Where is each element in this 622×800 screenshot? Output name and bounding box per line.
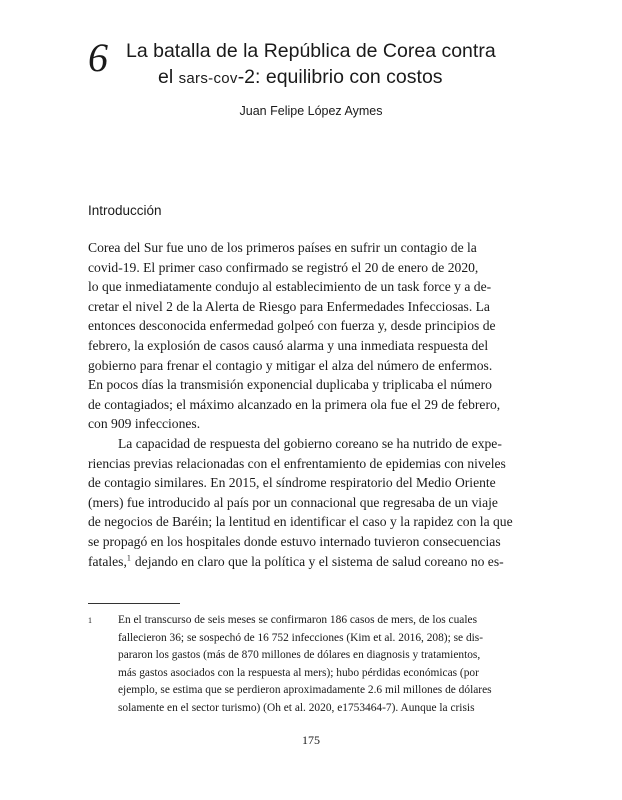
text-line: covid-19. El primer caso confirmado se registró el 20 de enero de 2020, [88,259,479,275]
text-line: Corea del Sur fue uno de los primeros países en sufrir un contagio de la [88,240,477,255]
chapter-title-suffix: -2: equilibrio con costos [237,66,443,88]
footnote-divider [88,603,180,604]
text-line: La capacidad de respuesta del gobierno coreano se ha nutrido de expe- [118,435,502,451]
text-fragment: dejando en claro que la política y el sistema de salud coreano no es- [134,553,504,569]
footnote-line: más gastos asociados con la respuesta al mers); hubo pérdidas económicas (por [118,666,479,679]
section-heading: Introducción [88,203,162,218]
text-line: se propagó en los hospitales donde estuvo internado tuvieron consecuencias [88,533,501,549]
chapter-author: Juan Felipe López Aymes [239,104,383,118]
paragraph-2 [88,434,532,571]
footnote-line: fallecieron 36; se sospechó de 16 752 infecciones (Kim et al. 2016, 208); se dis- [118,631,484,644]
text-line: cretar el nivel 2 de la Alerta de Riesgo para Enfermedades Infecciosas. La [88,298,490,314]
body-text [88,238,532,571]
text-line: con 909 infecciones. [88,416,201,432]
text-line: de contagiados; el máximo alcanzado en la primera ola fue el 29 de febrero, [88,396,501,412]
footnote-line: ejemplo, se estima que se perdieron aproximadamente 2.6 mil millones de dólares [118,684,492,697]
footnote-line: En el transcurso de seis meses se confirmaron 186 casos de mers, de los cuales [118,614,478,626]
chapter-number: 6 [88,35,108,80]
chapter-title-prefix: el [158,66,179,88]
footnote-ref: 1 [126,552,131,562]
text-line: febrero, la explosión de casos causó alarma y una inmediata respuesta del [88,337,489,353]
text-line: lo que inmediatamente condujo al establecimiento de un task force y a de- [88,279,492,295]
text-line: En pocos días la transmisión exponencial duplicaba y triplicaba el número [88,377,492,393]
text-line: riencias previas relacionadas con el enfrentamiento de epidemias con niveles [88,455,506,471]
footnote-text [88,612,532,718]
page-number: 175 [302,733,320,747]
text-line: gobierno para frenar el contagio y mitigar el alza del número de enfermos. [88,357,493,373]
footnote-number: 1 [88,616,92,625]
text-line [88,552,532,572]
text-line: de negocios de Baréin; la lentitud en identificar el caso y la rapidez con la que [88,514,513,530]
chapter-title-line-2 [126,64,546,92]
paragraph-1 [88,238,532,434]
footnote-line: pararon los gastos (más de 870 millones de dólares en diagnosis y tratamientos, [118,649,481,662]
footnote-line: solamente en el sector turismo) (Oh et al. 2020, e1753464-7). Aunque la crisis [118,701,475,714]
text-line: (mers) fue introducido al país por un connacional que regresaba de un viaje [88,494,498,510]
chapter-title [126,38,546,92]
text-line: entonces desconocida enfermedad golpeó con fuerza y, desde principios de [88,318,496,334]
footnote [88,612,532,718]
text-line: de contagio similares. En 2015, el síndrome respiratorio del Medio Oriente [88,475,496,491]
text-fragment: fatales,$^1$ [88,552,131,569]
chapter-title-virus: sars-cov [178,70,238,87]
chapter-title-line-1: La batalla de la República de Corea contra [126,40,496,62]
